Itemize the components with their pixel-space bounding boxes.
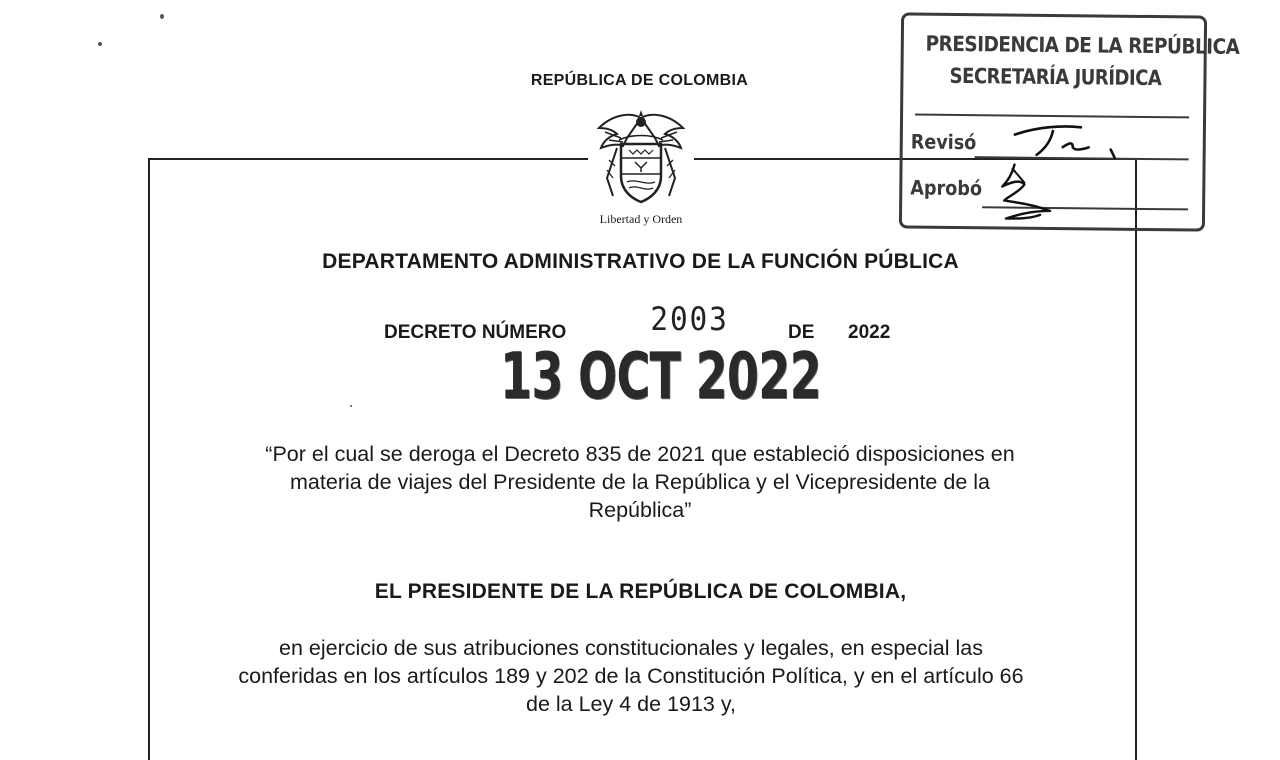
decree-title-line: República” [588, 498, 692, 522]
decree-label: DECRETO NÚMERO [384, 322, 567, 343]
approved-label: Aprobó [910, 175, 983, 201]
handwritten-initials-icon [1007, 121, 1137, 162]
decree-number-stamp: 2003 [650, 300, 729, 338]
reviewed-label: Revisó [910, 129, 977, 155]
issuer-heading: EL PRESIDENTE DE LA REPÚBLICA DE COLOMBIA, [374, 580, 907, 603]
recital-line: en ejercicio de sus atribuciones constitucionales y legales, en especial las [279, 636, 983, 660]
recital-paragraph [170, 634, 1092, 718]
date-stamp: 13 OCT 2022 [500, 340, 821, 414]
approval-divider [915, 114, 1189, 119]
approval-unit: SECRETARÍA JURÍDICA [949, 63, 1162, 91]
colombia-coat-of-arms-icon [591, 108, 691, 210]
handwritten-signature-icon [984, 158, 1065, 225]
decree-title [190, 440, 1090, 524]
approval-office: PRESIDENCIA DE LA REPÚBLICA [925, 31, 1240, 59]
recital-line: conferidas en los artículos 189 y 202 de la Constitución Política, y en el artículo 66 [238, 664, 1024, 688]
decree-of-label: DE [788, 322, 815, 343]
recital-line: de la Ley 4 de 1913 y, [526, 692, 736, 716]
country-text: REPÚBLICA DE COLOMBIA [530, 72, 749, 89]
decree-year: 2022 [848, 322, 891, 343]
paper-speck [98, 42, 102, 46]
department-heading: DEPARTAMENTO ADMINISTRATIVO DE LA FUNCIÓN PÚBLICA [322, 250, 959, 273]
emblem-motto: Libertad y Orden [599, 212, 683, 226]
decree-title-line: “Por el cual se deroga el Decreto 835 de 2021 que estableció disposiciones en [265, 442, 1015, 466]
paper-speck [160, 14, 164, 19]
decree-title-line: materia de viajes del Presidente de la República y el Vicepresidente de la [290, 470, 990, 494]
approval-stamp [899, 12, 1240, 231]
